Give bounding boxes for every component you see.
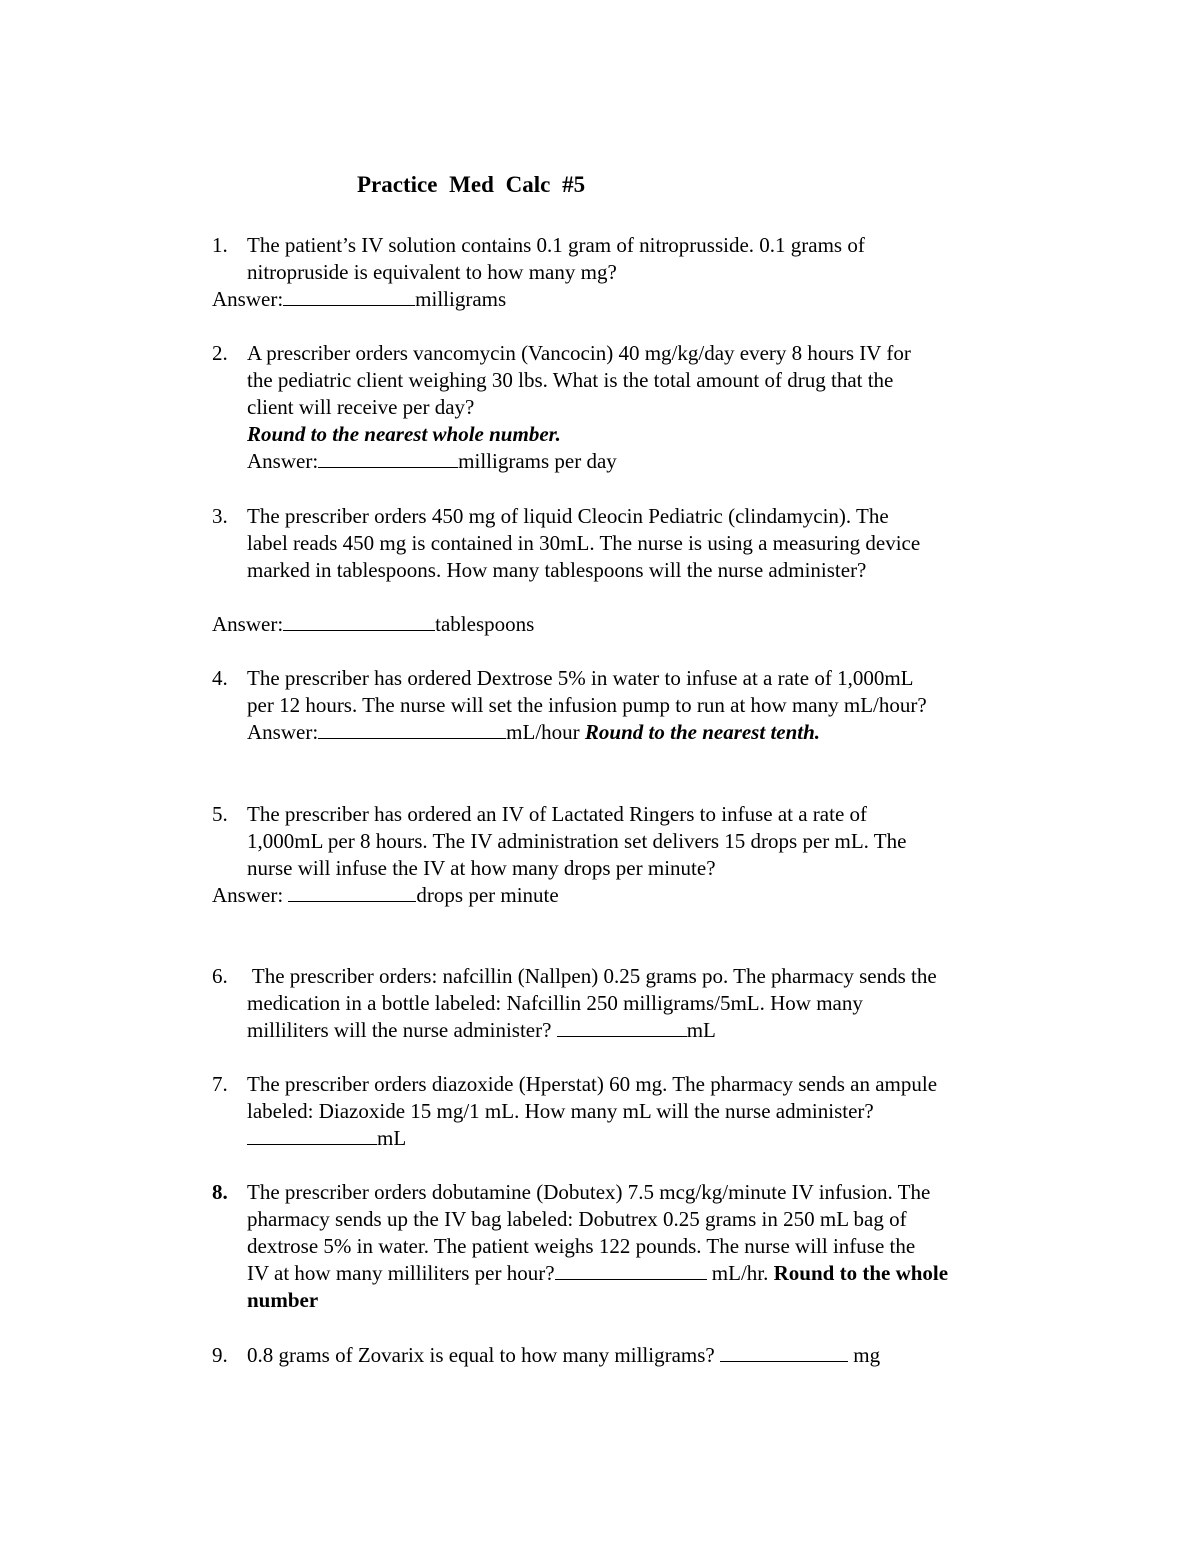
rounding-instruction: Round to the whole	[773, 1261, 949, 1285]
answer-blank[interactable]	[557, 1017, 687, 1037]
answer-line	[247, 1342, 880, 1369]
question-number: 4.	[212, 666, 228, 690]
answer-line	[247, 1017, 716, 1044]
answer-unit: mg	[848, 1343, 881, 1367]
question-text-line: nitropruside is equivalent to how many mg?	[247, 260, 617, 284]
question-text-line: marked in tablespoons. How many tablespoons will the nurse administer?	[247, 558, 867, 582]
answer-blank[interactable]	[318, 719, 506, 739]
answer-label: Answer:	[212, 612, 284, 636]
question-text-line: dextrose 5% in water. The patient weighs 122 pounds. The nurse will infuse the	[247, 1234, 916, 1258]
answer-blank[interactable]	[283, 611, 435, 631]
answer-blank[interactable]	[555, 1260, 707, 1280]
answer-blank[interactable]	[283, 286, 415, 306]
answer-label: Answer:	[212, 883, 289, 907]
question-number: 2.	[212, 341, 228, 365]
answer-unit: mL	[686, 1018, 716, 1042]
answer-line	[247, 719, 820, 746]
answer-blank[interactable]	[318, 448, 458, 468]
question-text-line: per 12 hours. The nurse will set the infusion pump to run at how many mL/hour?	[247, 693, 927, 717]
answer-label: Answer:	[247, 449, 319, 473]
question-number: 5.	[212, 802, 228, 826]
answer-unit: tablespoons	[435, 612, 535, 636]
question-number: 7.	[212, 1072, 228, 1096]
question-number: 6.	[212, 964, 228, 988]
question-text-line: medication in a bottle labeled: Nafcillin 250 milligrams/5mL. How many	[247, 991, 863, 1015]
question-number: 1.	[212, 233, 228, 257]
question-text-line: client will receive per day?	[247, 395, 475, 419]
question-text-line: The prescriber orders: nafcillin (Nallpen) 0.25 grams po. The pharmacy sends the	[247, 964, 937, 988]
page-title: Practice Med Calc #5	[357, 172, 586, 197]
answer-unit: mL	[377, 1126, 407, 1150]
question-text-line: The patient’s IV solution contains 0.1 gram of nitroprusside. 0.1 grams of	[247, 233, 865, 257]
question-text-line: the pediatric client weighing 30 lbs. What is the total amount of drug that the	[247, 368, 894, 392]
question-text-line: nurse will infuse the IV at how many drops per minute?	[247, 856, 716, 880]
answer-line	[247, 448, 617, 475]
rounding-instruction: Round to the nearest whole number.	[247, 422, 561, 446]
answer-unit: drops per minute	[416, 883, 559, 907]
question-text-line: The prescriber orders diazoxide (Hperstat) 60 mg. The pharmacy sends an ampule	[247, 1072, 938, 1096]
question-text-line: The prescriber has ordered an IV of Lactated Ringers to infuse at a rate of	[247, 802, 868, 826]
answer-blank[interactable]	[247, 1125, 377, 1145]
question-number: 3.	[212, 504, 228, 528]
rounding-instruction-cont: number	[247, 1288, 319, 1312]
answer-line	[212, 611, 534, 638]
answer-blank[interactable]	[288, 882, 416, 902]
answer-label: Answer:	[247, 720, 319, 744]
answer-line	[212, 286, 506, 313]
question-text-line: label reads 450 mg is contained in 30mL. The nurse is using a measuring device	[247, 531, 921, 555]
answer-unit: milligrams	[415, 287, 507, 311]
rounding-instruction: Round to the nearest tenth.	[584, 720, 821, 744]
question-text-line: The prescriber has ordered Dextrose 5% in water to infuse at a rate of 1,000mL	[247, 666, 914, 690]
answer-unit: mL/hr.	[706, 1261, 774, 1285]
question-number: 8.	[212, 1180, 228, 1204]
question-number: 9.	[212, 1343, 228, 1367]
question-text-line: IV at how many milliliters per hour?	[247, 1261, 555, 1285]
answer-label: Answer:	[212, 287, 284, 311]
question-text-line: 0.8 grams of Zovarix is equal to how many milligrams?	[247, 1343, 720, 1367]
answer-line	[247, 1260, 948, 1287]
question-text-line: A prescriber orders vancomycin (Vancocin) 40 mg/kg/day every 8 hours IV for	[247, 341, 911, 365]
answer-line	[212, 882, 559, 909]
question-text-line: labeled: Diazoxide 15 mg/1 mL. How many mL will the nurse administer?	[247, 1099, 874, 1123]
question-text-line: milliliters will the nurse administer?	[247, 1018, 557, 1042]
answer-unit: mL/hour	[506, 720, 580, 744]
question-text-line: The prescriber orders dobutamine (Dobutex) 7.5 mcg/kg/minute IV infusion. The	[247, 1180, 931, 1204]
question-text-line: 1,000mL per 8 hours. The IV administration set delivers 15 drops per mL. The	[247, 829, 907, 853]
answer-unit: milligrams per day	[458, 449, 617, 473]
answer-blank[interactable]	[720, 1342, 848, 1362]
question-text-line: The prescriber orders 450 mg of liquid Cleocin Pediatric (clindamycin). The	[247, 504, 889, 528]
answer-line	[247, 1125, 406, 1152]
question-text-line: pharmacy sends up the IV bag labeled: Dobutrex 0.25 grams in 250 mL bag of	[247, 1207, 907, 1231]
